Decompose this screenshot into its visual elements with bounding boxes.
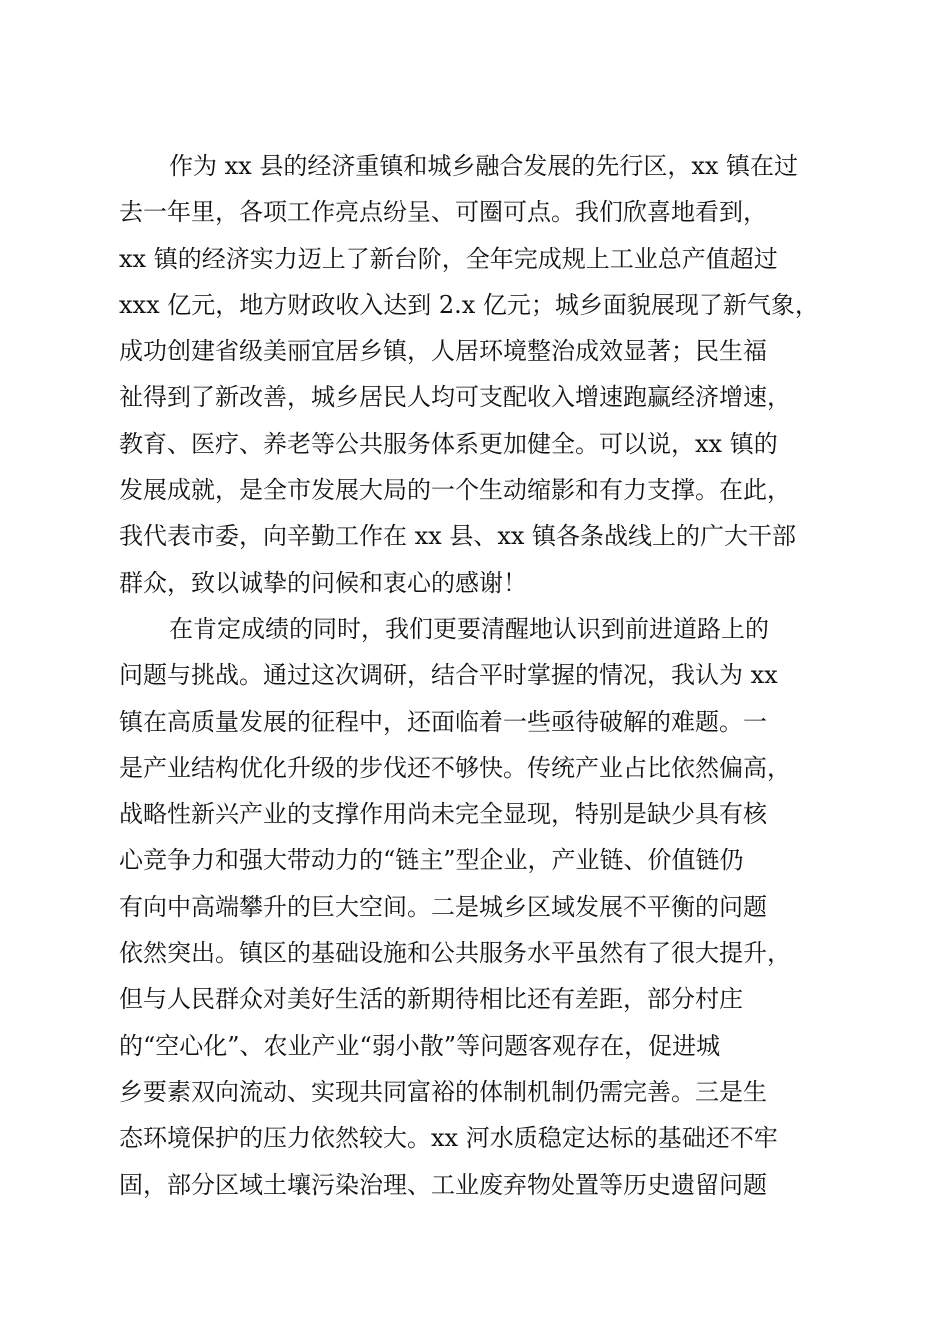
paragraph-1-line-5: 成功创建省级美丽宜居乡镇，人居环境整治成效显著；民生福 [119, 337, 767, 366]
paragraph-1-line-4: xxx 亿元，地方财政收入达到 2.x 亿元；城乡面貌展现了新气象， [119, 290, 819, 319]
paragraph-2-line-13: 固，部分区域土壤污染治理、工业废弃物处置等历史遗留问题 [119, 1170, 767, 1199]
paragraph-2-line-6: 心竞争力和强大带动力的“链主”型企业，产业链、价值链仍 [119, 846, 744, 875]
body-text [119, 143, 831, 1208]
paragraph-1-line-6: 祉得到了新改善，城乡居民人均可支配收入增速跑赢经济增速， [119, 383, 791, 412]
paragraph-2-line-3: 镇在高质量发展的征程中，还面临着一些亟待破解的难题。一 [119, 707, 767, 736]
paragraph-2-line-8: 依然突出。镇区的基础设施和公共服务水平虽然有了很大提升， [119, 939, 791, 968]
paragraph-2-line-2: 问题与挑战。通过这次调研，结合平时掌握的情况，我认为 xx [119, 661, 778, 690]
paragraph-1-line-7: 教育、医疗、养老等公共服务体系更加健全。可以说，xx 镇的 [119, 429, 778, 458]
paragraph-2-line-9: 但与人民群众对美好生活的新期待相比还有差距，部分村庄 [119, 985, 743, 1014]
paragraph-1-line-2: 去一年里，各项工作亮点纷呈、可圈可点。我们欣喜地看到， [119, 198, 767, 227]
paragraph-2-line-4: 是产业结构优化升级的步伐还不够快。传统产业占比依然偏高， [119, 753, 791, 782]
paragraph-2-line-11: 乡要素双向流动、实现共同富裕的体制机制仍需完善。三是生 [119, 1077, 767, 1106]
paragraph-1-line-8: 发展成就，是全市发展大局的一个生动缩影和有力支撑。在此， [119, 476, 791, 505]
paragraph-2-line-5: 战略性新兴产业的支撑作用尚未完全显现，特别是缺少具有核 [119, 800, 767, 829]
paragraph-1-line-1: 作为 xx 县的经济重镇和城乡融合发展的先行区，xx 镇在过 [169, 152, 799, 180]
paragraph-1-line-9: 我代表市委，向辛勤工作在 xx 县、xx 镇各条战线上的广大干部 [119, 522, 797, 551]
paragraph-1-line-3: xx 镇的经济实力迈上了新台阶，全年完成规上工业总产值超过 [119, 244, 778, 273]
paragraph-2-line-7: 有向中高端攀升的巨大空间。二是城乡区域发展不平衡的问题 [119, 892, 767, 921]
paragraph-2-line-1: 在肯定成绩的同时，我们更要清醒地认识到前进道路上的 [169, 614, 769, 643]
paragraph-2-line-12: 态环境保护的压力依然较大。xx 河水质稳定达标的基础还不牢 [119, 1124, 778, 1153]
paragraph-2-line-10: 的“空心化”、农业产业“弱小散”等问题客观存在，促进城 [119, 1031, 721, 1060]
paragraph-1-line-10: 群众，致以诚挚的问候和衷心的感谢！ [119, 568, 527, 597]
